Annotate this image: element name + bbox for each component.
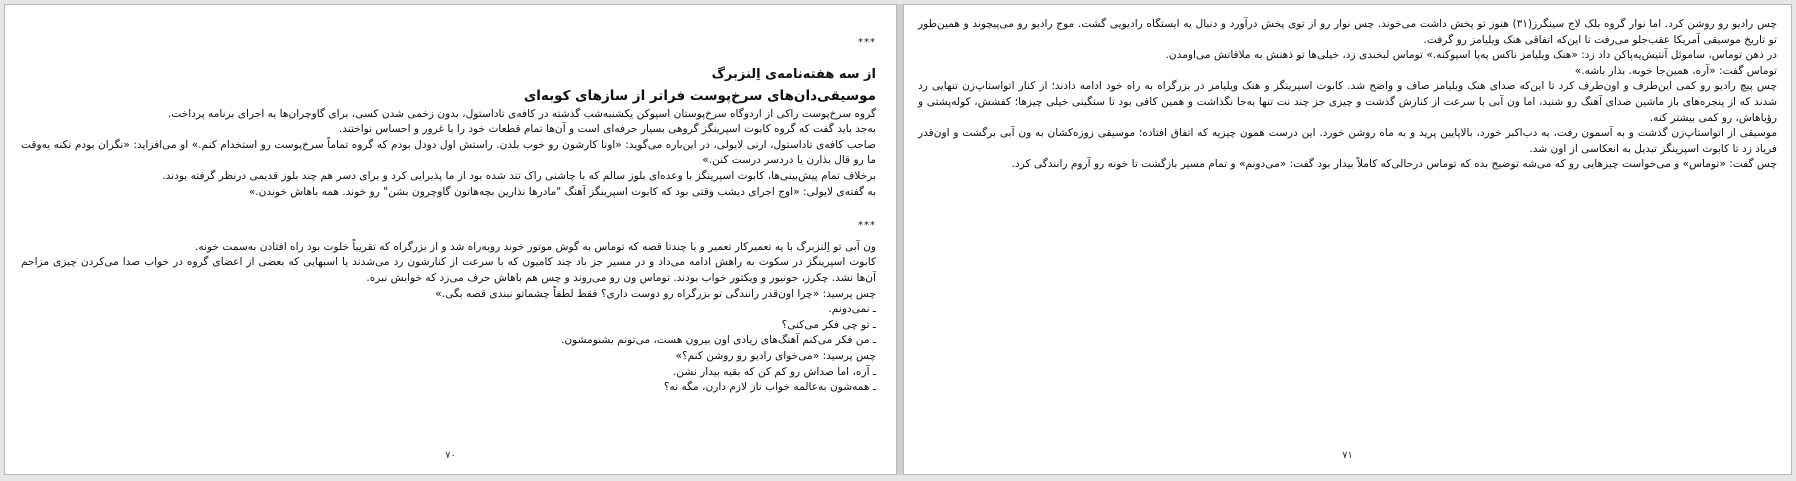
paragraph: ون آبی تو اِلنزبرگ با یه تعمیرکار تعمیر و با چندتا قصه که توماس به گوش موتور خوند روبه‌راه شد و از بزرگراه که تقریباً خلوت بود راه افتادن به‌سمت خونه. (194, 240, 876, 253)
paragraph: موسیقی از اتواستاپ‌زن گذشت و به آسمون رفت، به دب‌اکبر خورد، بالاپایین پرید و به ماه روشن خورد. این درست همون چیزیه که اتفاق افتاده؛ موسیقی زوزه‌کشان به ون آبی برگشت و اون‌قدر فریاد زد تا کابوت اسپرینگز تبدیل به انعکاسی از اون شد. (918, 127, 1777, 155)
paragraph: چس پیچ رادیو رو کمی این‌طرف و اون‌طرف کرد تا این‌که صدای هنک ویلیامز صاف و واضح شد. کابوت اسپرینگز و هنک ویلیامز در بزرگراه به راه خود ادامه دادند؛ از کنار اتواستاپ‌زن تنهایی رد شدند که از پنجره‌های باز ماشین صدای آهنگ رو شنید، اما ون آبی با سرعت از کنارش گذشت و چیزی جز چند نت تنها به‌جا نگذاشت و همین کافی بود تا سنگینی خیلی چیزها؛ کفشش، کوله‌پشتی و رؤیاهاش، رو کمی بیشتر کنه. (918, 80, 1777, 124)
paragraph: به‌جد باید گفت که گروه کابوت اسپرینگز گروهی بسیار حرفه‌ای است و آن‌ها تمام قطعات خود را با غرور و احساس نواختند. (338, 123, 876, 136)
paragraph: در ذهن توماس، ساموئل آنتیش‌یه‌پاکن داد زد: «هنک ویلیامز ناکس په‌پا اسپوکنه.» توماس لبخندی زد، خیلی‌ها تو ذهنش به ملاقاتش می‌اومدن. (1165, 49, 1777, 62)
paragraph: چس گفت: «توماس» و می‌خواست چیزهایی رو که می‌شه توضیح بده که توماس درحالی‌که کاملاً بیدار بود گفت: «می‌دونم» و تمام مسیر بازگشت تا خونه رو آروم رانندگی کرد. (1011, 158, 1777, 171)
paragraph: چس رادیو رو روشن کرد. اما نوار گروه بلک لاج سینگرز(۳۱) هنوز تو پخش داشت می‌خوند. چس نوار رو از توی پخش درآورد و دنبال یه ایستگاه رادیویی گشت. موج رادیو رو می‌پیچوند و همین‌طور تو تاریخ موسیقی آمریکا عقب‌جلو می‌رفت تا این‌که اتفاقی هنک ویلیامز رو گرفت. (918, 18, 1777, 46)
source-heading: از سه هفته‌نامه‌ی اِلنزبرگ (711, 66, 876, 82)
page-number: ۷۱ (1342, 450, 1353, 462)
section-separator: *** (858, 37, 876, 48)
paragraph: گروه سرخ‌پوست راکی از اردوگاه سرخ‌پوستان اسپوکن یکشنبه‌شب گذشته در کافه‌ی تاداستول، بدون زخمی شدن کسی، برای گاوچران‌ها به اجرای برنامه پرداخت. (167, 107, 876, 120)
dialogue-line: ـ همه‌شون به‌عالمه خواب ناز لازم دارن، مگه نه؟ (663, 381, 876, 394)
dialogue-line: چس پرسید: «می‌خوای رادیو رو روشن کنم؟» (675, 349, 876, 362)
paragraph: به گفته‌ی لایولی: «اوج اجرای دیشب وقتی بود که کابوت اسپرینگز آهنگ "مادرها نذارین بچه‌هاتون گاوچرون بشن" رو خوند. همه باهاش خوندن.» (248, 185, 876, 198)
page-number: ۷۰ (445, 450, 456, 462)
article-title: موسیقی‌دان‌های سرخ‌پوست فراتر از سازهای کوبه‌ای (523, 87, 876, 104)
left-page-content (21, 35, 876, 396)
left-page (4, 4, 897, 475)
section-separator: *** (858, 220, 876, 232)
dialogue-line: ـ نمی‌دونم. (828, 303, 876, 316)
right-page (903, 4, 1792, 475)
paragraph: صاحب کافه‌ی تاداستول، ارنی لایولی، در این‌باره می‌گوید: «اونا کارشون رو خوب بلدن. راستش اول دودل بودم که گروه تماماً سرخ‌پوست رو استخدام کنم.» او می‌افزاید: «نگران بودم نکنه یه‌وقت ما رو قال بذارن یا دردسر درست کنن.» (21, 138, 876, 167)
dialogue-line: ـ من فکر می‌کنم آهنگ‌های زیادی اون بیرون هست، می‌تونم بشنومشون. (560, 334, 876, 347)
paragraph: کابوت اسپرینگز در سکوت به راهش ادامه می‌داد و در مسیر جز باد چند کامیون که با سرعت از کنارشون رد می‌شدند یا اسبهایی که بعضی از اعضای گروه در خواب صدا می‌کردن چیزی مزاحم آن‌ها نشد. چکرز، جونیور و ویکتور خواب بودند. توماس ون رو می‌روند و چس هم باهاش حرف می‌زد که خوابش نبره. (21, 256, 876, 284)
right-page-content (918, 17, 1777, 173)
dialogue-line: ـ تو چی فکر می‌کنی؟ (781, 318, 876, 331)
paragraph: چس پرسید: «چرا اون‌قدر رانندگی تو بزرگراه رو دوست داری؟ فقط لطفاً چشماتو نبندی قصه بگی.» (435, 287, 876, 300)
paragraph: برخلاف تمام پیش‌بینی‌ها، کابوت اسپرینگز با وعده‌ای بلوز سالم که با چاشنی راک تند شده بود از ما پذیرایی کرد و برای دسر هم چند بلوز قدیمی درنظر گرفته بودند. (162, 169, 876, 182)
paragraph: توماس گفت: «آره، همین‌جا خوبه. بذار باشه.» (1574, 64, 1777, 77)
dialogue-line: ـ آره، اما صداش رو کم کن که بقیه بیدار نشن. (672, 365, 876, 378)
